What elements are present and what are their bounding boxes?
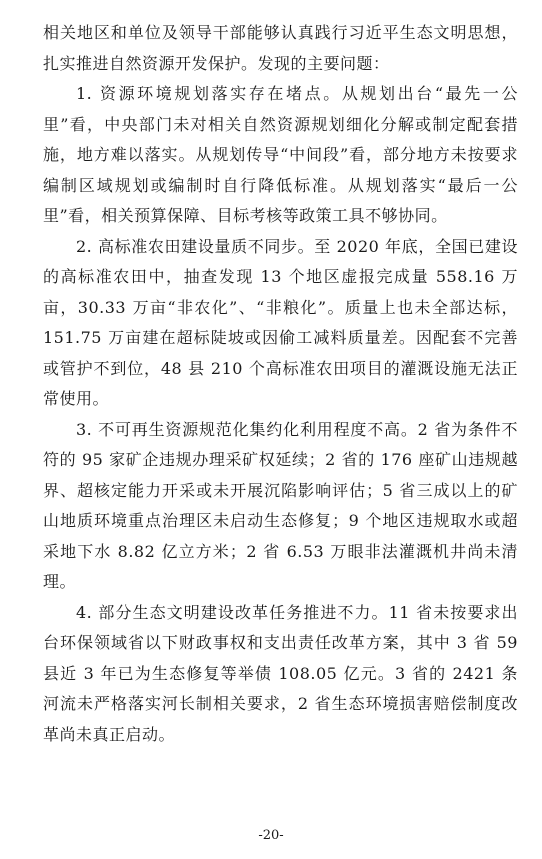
issue-paragraph-3: 3. 不可再生资源规范化集约化利用程度不高。2 省为条件不符的 95 家矿企违规办理采矿权延续；2 省的 176 座矿山违规越界、超核定能力开采或未开展沉陷影响评估；5 省三成以上的矿山地质环境重点治理区未启动生态修复；9 个地区违规取水或超采地下水 8.82 亿立方米；2 省 6.53 万眼非法灌溉机井尚未清理。: [43, 419, 518, 591]
issue-paragraph-4: 4. 部分生态文明建设改革任务推进不力。11 省未按要求出台环保领域省以下财政事权和支出责任改革方案，其中 3 省 59 县近 3 年已为生态修复等举债 108.05 亿元。3 省的 2421 条河流未严格落实河长制相关要求，2 省生态环境损害赔偿制度改革尚未真正启动。: [43, 602, 518, 744]
page-number: -20-: [258, 828, 284, 843]
issue-paragraph-2: 2. 高标准农田建设量质不同步。至 2020 年底，全国已建设的高标准农田中，抽查发现 13 个地区虚报完成量 558.16 万亩，30.33 万亩“非农化”、“非粮化”。质量上也未全部达标，151.75 万亩建在超标陡坡或因偷工减料质量差。因配套不完善或管护不到位，48 县 210 个高标准农田项目的灌溉设施无法正常使用。: [43, 236, 518, 408]
issue-paragraph-1: 1. 资源环境规划落实存在堵点。从规划出台“最先一公里”看，中央部门未对相关自然资源规划细化分解或制定配套措施，地方难以落实。从规划传导“中间段”看，部分地方未按要求编制区域规划或编制时自行降低标准。从规划落实“最后一公里”看，相关预算保障、目标考核等政策工具不够协同。: [43, 84, 518, 225]
intro-paragraph: 相关地区和单位及领导干部能够认真践行习近平生态文明思想，扎实推进自然资源开发保护。发现的主要问题：: [43, 23, 518, 73]
document-body: [43, 18, 518, 750]
